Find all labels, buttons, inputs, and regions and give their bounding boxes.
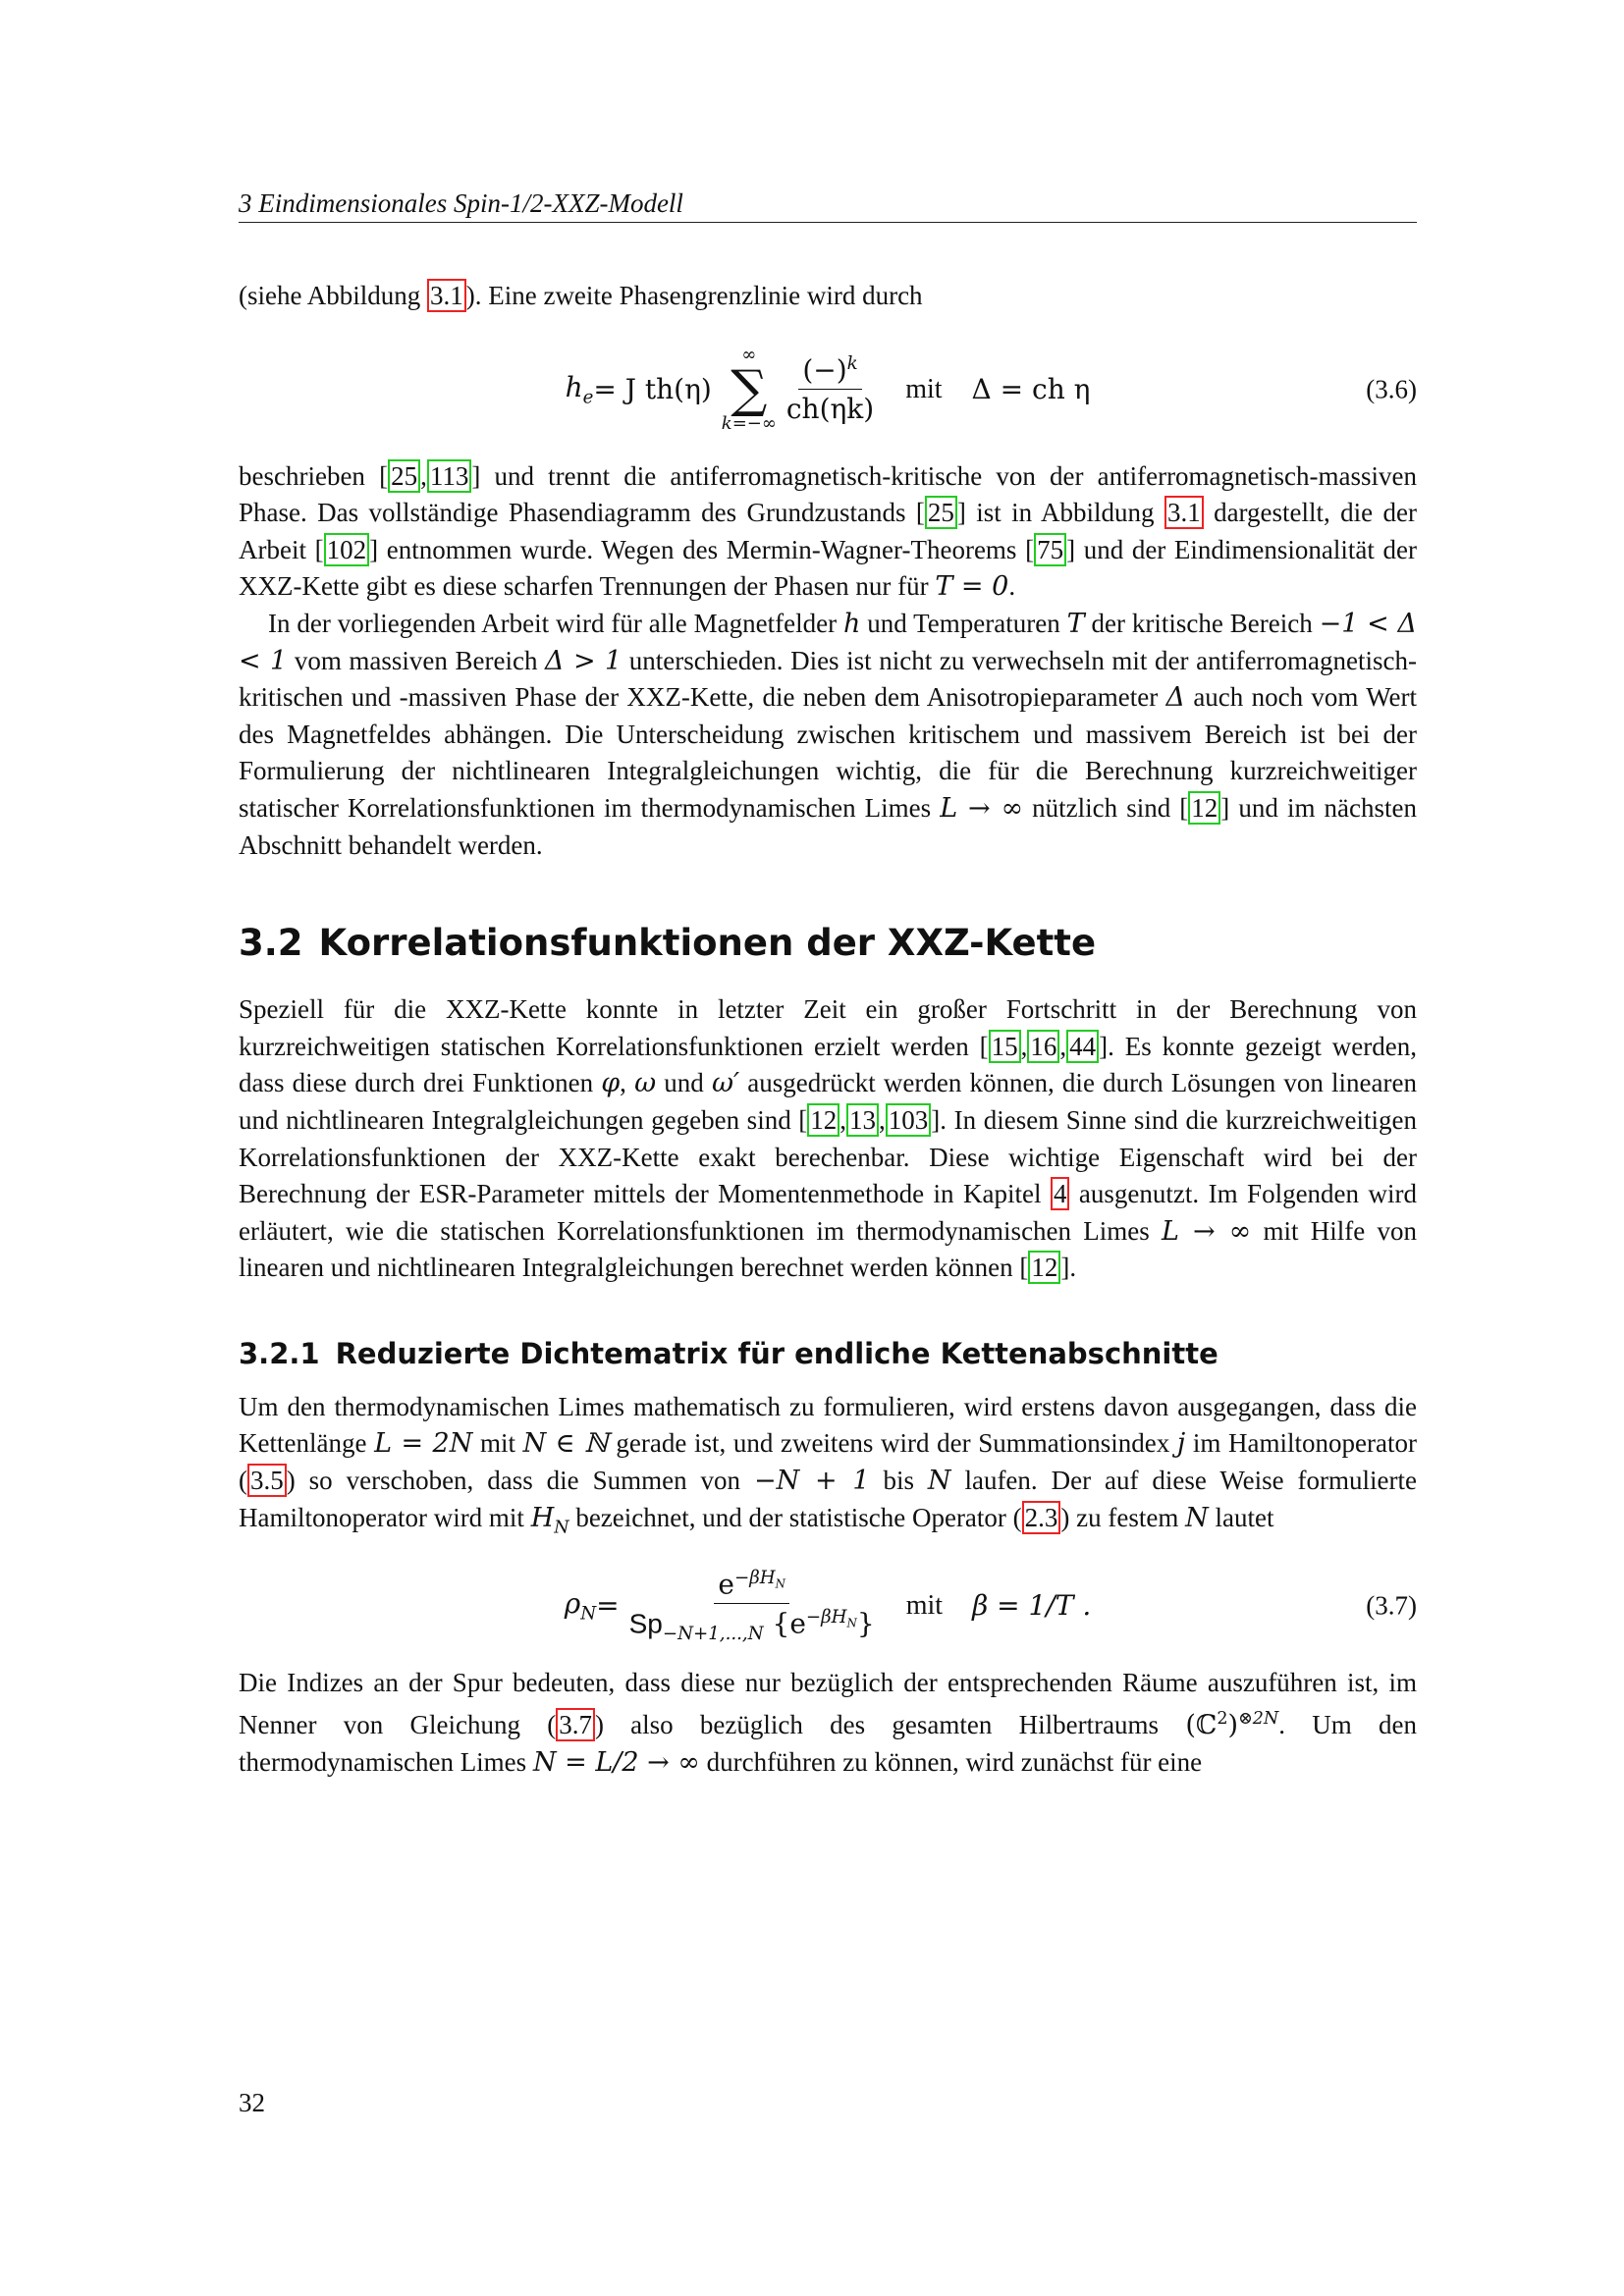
inline-math: $H_N$ xyxy=(530,1502,569,1538)
equation-number: (3.6) xyxy=(1366,374,1417,404)
citation-link[interactable]: 15 xyxy=(989,1030,1021,1063)
inline-math: N = L/2 → ∞ xyxy=(532,1746,700,1778)
eq-rhs-prefix: = J th(η) xyxy=(593,373,712,406)
chapter-ref-link[interactable]: 4 xyxy=(1051,1177,1070,1210)
equation-ref-link[interactable]: 3.5 xyxy=(247,1464,287,1497)
eq-lhs: $\rho_N$ xyxy=(564,1586,597,1625)
citation-link[interactable]: 75 xyxy=(1034,533,1066,566)
eq-mit: mit xyxy=(905,1589,944,1621)
inline-math: j xyxy=(1176,1428,1186,1460)
inline-math: ω xyxy=(634,1068,657,1099)
eq-condition: β = 1/T . xyxy=(972,1589,1092,1623)
equation-number: (3.7) xyxy=(1366,1590,1417,1621)
equation-ref-link[interactable]: 2.3 xyxy=(1022,1501,1061,1534)
citation-link[interactable]: 103 xyxy=(886,1103,932,1137)
inline-math: T xyxy=(1066,608,1085,639)
inline-math: ω′ xyxy=(711,1068,740,1099)
equation-3-7 xyxy=(239,1547,1417,1665)
eq-mit: mit xyxy=(905,373,943,404)
sum-lower: k=−∞ xyxy=(721,412,777,434)
inline-math: −1 < Δ < 1 xyxy=(239,608,1418,676)
fraction xyxy=(629,1568,875,1644)
inline-math: Δ > 1 xyxy=(545,645,623,676)
citation-link[interactable]: 25 xyxy=(925,496,957,529)
fraction-numerator: $e^{-\beta H_N}$ xyxy=(714,1568,789,1604)
inline-math: N ∈ ℕ xyxy=(522,1428,609,1460)
text: (siehe Abbildung xyxy=(239,281,427,310)
paragraph-2: In der vorliegenden Arbeit wird für alle Magnetfelder h und Temperaturen T der kritische Bereich −1 < Δ < 1 vom massiven Bereich Δ > 1 unterschieden. Dies ist nicht zu verwechseln mit der antiferromagnetisch-kritischen und -massiven Phase der XXZ-Kette, die neben dem Anisotropieparameter Δ auch noch vom Wert des Magnetfeldes abhängen. Die Unterscheidung zwischen kritischem und massivem Bereich ist bei der Formulierung der nichtlinearen Integralgleichungen wichtig, die für die Berechnung kurzreichweitiger statischer Korrelationsfunktionen im thermodynamischen Limes L → ∞ nützlich sind [ 12 ] und im nächsten Abschnitt behandelt werden. xyxy=(239,608,1418,860)
running-head: 3 Eindimensionales Spin-1/2-XXZ-Modell xyxy=(239,188,683,218)
eq-lhs: $h_e$ xyxy=(565,370,594,408)
paragraph-3: Speziell für die XXZ-Kette konnte in letzter Zeit ein großer Fortschritt in der Berechnung von kurzreichweitigen statischen Korrelationsfunktionen erzielt werden [ 15 , 16 , 44 ]. Es konnte gezeigt werden, dass diese durch drei Funktionen φ, ω und ω′ ausgedrückt werden können, die durch Lösungen von linearen und nichtlinearen Integralgleichungen gegeben sind [ 12 , 13 , 103 ]. In diesem Sinne sind die kurzreichweitigen Korrelationsfunktionen der XXZ-Kette exakt berechenbar. Diese wichtige Eigenschaft wird bei der Berechnung der ESR-Parameter mittels der Momentenmethode in Kapitel 4 ausgenutzt. Im Folgenden wird erläutert, wie die statischen Korrelationsfunktionen im thermodynamischen Limes L → ∞ mit Hilfe von linearen und nichtlinearen Integralgleichungen berechnet werden können [ 12 ]. xyxy=(239,994,1418,1283)
fraction-denominator: $Sp_{-N+1,...,N}$ $\{e^{-\beta H_N}\}$ xyxy=(628,1606,875,1644)
paragraph-1: beschrieben [ 25 , 113 ] und trennt die antiferromagnetisch-kritische von der antiferromagnetisch-massiven Phase. Das vollständige Phasendiagramm des Grundzustands [ 25 ] ist in Abbildung 3.1 dargestellt, die der Arbeit [ 102 ] entnommen wurde. Wegen des Mermin-Wagner-Theorems [ 75 ] und der Eindimensionalität der XXZ-Kette gibt es diese scharfen Trennungen der Phasen nur für T = 0. xyxy=(239,460,1418,603)
citation-link[interactable]: 12 xyxy=(807,1103,839,1137)
inline-math: −N + 1 xyxy=(753,1466,870,1497)
citation-link[interactable]: 44 xyxy=(1066,1030,1099,1063)
paragraph-5: Die Indizes an der Spur bedeuten, dass diese nur bezüglich der entsprechenden Räume auszuführen ist, im Nenner von Gleichung ( 3.7 ) also bezüglich des gesamten Hilbertraums (ℂ$^2$)$^{\otimes 2N}$. Um den thermodynamischen Limes N = L/2 → ∞ durchführen zu können, wird zunächst für eine xyxy=(239,1667,1417,1778)
citation-link[interactable]: 16 xyxy=(1027,1030,1059,1063)
paragraph-4: Um den thermodynamischen Limes mathematisch zu formulieren, wird erstens davon ausgegangen, dass die Kettenlänge L = 2N mit N ∈ ℕ gerade ist, und zweitens wird der Summationsindex j im Hamiltonoperator ( 3.5 ) so verschoben, dass die Summen von −N + 1 bis N laufen. Der auf diese Weise formulierte Hamiltonoperator wird mit $H_N$ bezeichnet, und der statistische Operator ( 2.3 ) zu festem N lautet xyxy=(239,1391,1418,1538)
inline-math: N xyxy=(1185,1502,1209,1533)
text: ). Eine zweite Phasengrenzlinie wird durch xyxy=(465,281,923,310)
header-rule xyxy=(239,222,1417,223)
equation-ref-link[interactable]: 3.7 xyxy=(556,1708,595,1741)
inline-math: Δ xyxy=(1165,682,1186,714)
page-body xyxy=(239,278,1417,1781)
figure-ref-link[interactable]: 3.1 xyxy=(427,279,466,312)
citation-link[interactable]: 12 xyxy=(1028,1251,1060,1284)
subsection-heading: 3.2.1 Reduzierte Dichtematrix für endliche Kettenabschnitte xyxy=(239,1336,1218,1370)
fraction xyxy=(786,353,874,425)
equation-3-6 xyxy=(239,321,1417,458)
sum-symbol: ∑ xyxy=(731,359,768,419)
inline-math: L → ∞ xyxy=(1162,1215,1252,1247)
sum-operator xyxy=(722,346,777,434)
section-heading: 3.2 Korrelationsfunktionen der XXZ-Kette xyxy=(239,922,1097,965)
inline-math: T = 0 xyxy=(935,571,1009,603)
inline-math: N xyxy=(927,1466,951,1497)
inline-math: φ xyxy=(601,1068,621,1099)
citation-link[interactable]: 25 xyxy=(388,459,420,493)
sum-upper: ∞ xyxy=(741,344,757,365)
eq-equals: = xyxy=(596,1589,620,1623)
citation-link[interactable]: 113 xyxy=(427,459,472,493)
fraction-denominator: ch(ηk) xyxy=(785,393,875,426)
inline-math: L = 2N xyxy=(374,1428,473,1460)
figure-ref-link[interactable]: 3.1 xyxy=(1164,496,1204,529)
inline-math: L → ∞ xyxy=(940,792,1024,824)
citation-link[interactable]: 13 xyxy=(846,1103,879,1137)
inline-math: (ℂ$^2$)$^{\otimes 2N}$ xyxy=(1185,1709,1279,1741)
fraction-numerator: $(-)^k$ xyxy=(798,353,861,390)
intro-line xyxy=(239,278,1417,315)
inline-math: h xyxy=(842,608,861,639)
eq-condition: Δ = ch η xyxy=(971,373,1091,406)
citation-link[interactable]: 102 xyxy=(324,533,370,566)
page-number: 32 xyxy=(239,2088,265,2117)
citation-link[interactable]: 12 xyxy=(1188,791,1220,825)
